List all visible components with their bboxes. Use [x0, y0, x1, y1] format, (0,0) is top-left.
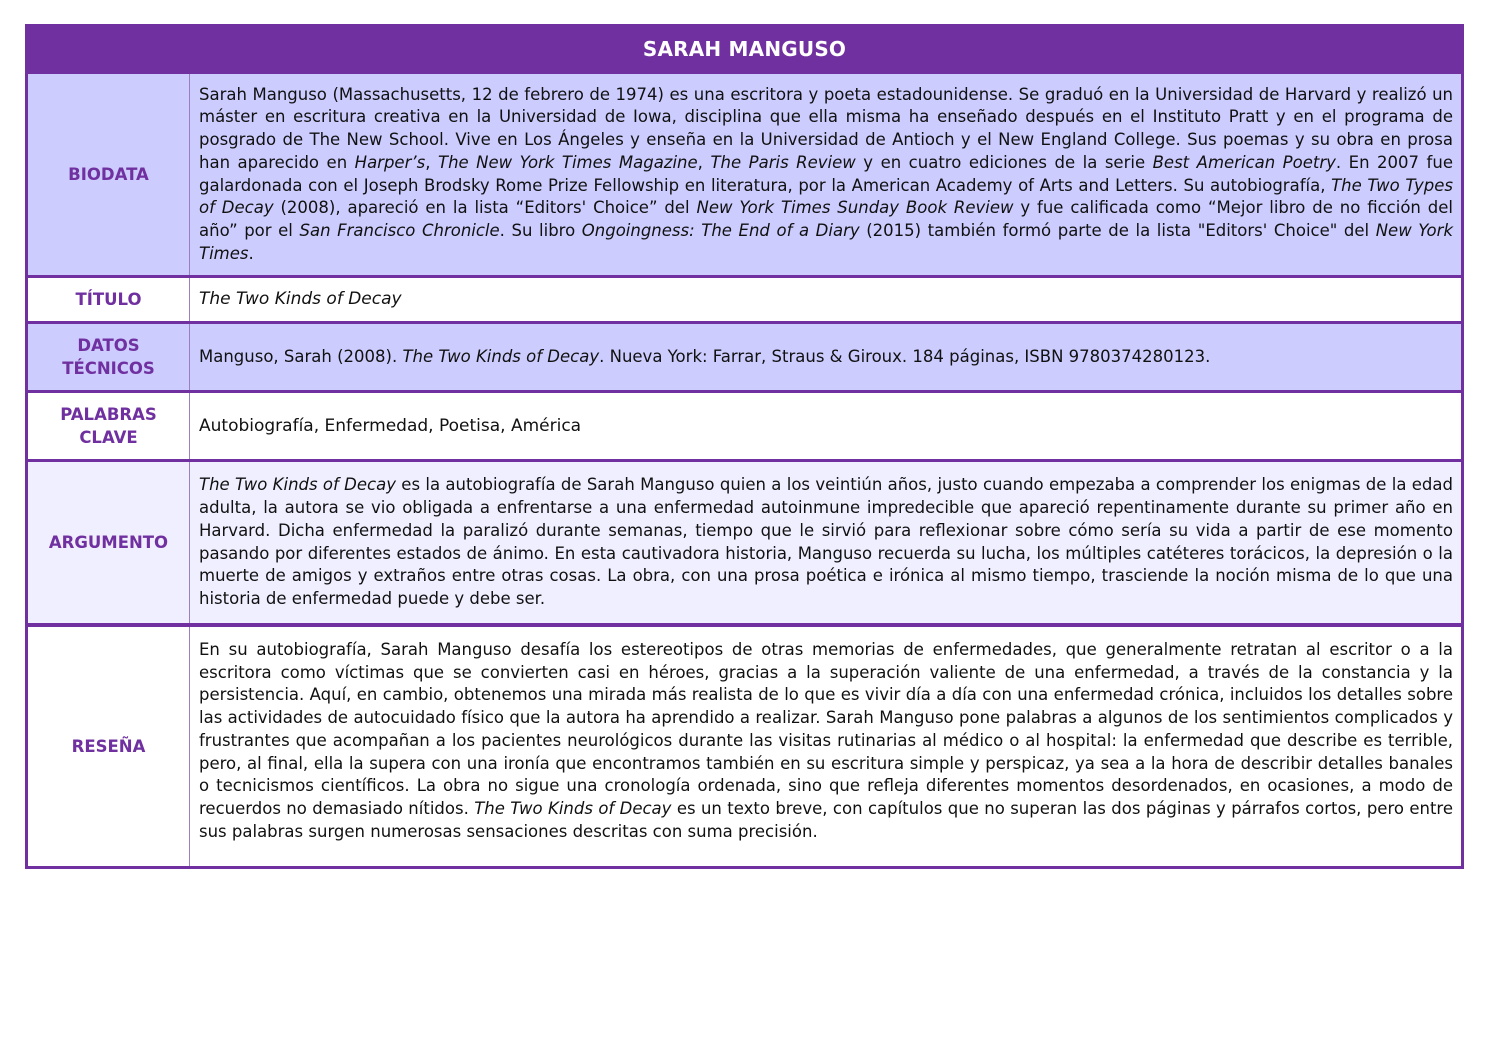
italic-text: The Two Kinds of Decay: [402, 346, 600, 366]
datos-text: [199, 346, 1453, 369]
text-run: ,: [425, 152, 438, 172]
text-run: Autobiografía, Enfermedad, Poetisa, América: [199, 415, 582, 436]
row-datos-tecnicos: [28, 324, 1461, 393]
content-resena: [190, 627, 1461, 866]
text-run: (2008), apareció en la lista “Editors' Choice” del: [273, 198, 697, 218]
text-run: . En 2007 fue galardonada con el Joseph Brodsky Rome Prize Fellowship en literatura, por la American Academy of Arts and Letters. Su autobiografía,: [199, 152, 1453, 195]
label-claves-line-1: PALABRAS: [60, 405, 157, 424]
row-resena: [28, 626, 1461, 866]
italic-text: The Two Kinds of Decay: [199, 289, 402, 310]
text-run: (2015) también formó parte de la lista "Editors' Choice" del: [859, 220, 1376, 240]
italic-text: The Two Kinds of Decay: [474, 798, 672, 818]
text-run: . Nueva York: Farrar, Straus & Giroux. 184 páginas, ISBN 9780374280123.: [599, 346, 1211, 366]
label-titulo: TÍTULO: [28, 278, 190, 321]
titulo-text: [199, 288, 1453, 311]
text-run: y fue calificada como “Mejor libro de no ficción del año” por el: [199, 198, 1453, 240]
biodata-text: [199, 84, 1453, 266]
content-biodata: [190, 74, 1461, 275]
claves-text: [199, 415, 1453, 438]
label-palabras-clave: [28, 393, 190, 459]
text-run: es la autobiografía de Sarah Manguso quien a los veintiún años, justo cuando empezaba a comprender los enigmas de la edad adulta, la autora se vio obligada a enfrentarse a una enfermedad autoinmune impredecible que apareció repentinamente durante su primer año en Harvard. Dicha enfermedad la paralizó durante semanas, tiempo que le sirvió para reflexionar sobre cómo sería su vida a partir de ese momento pasando por diferentes estados de ánimo. En esta cautivadora historia, Manguso recuerda su lucha, los múltiples catéteres torácicos, la depresión o la muerte de amigos y extraños entre otras cosas. La obra, con una prosa poética e irónica al mismo tiempo, trasciende la noción misma de lo que una historia de enfermedad puede y debe ser.: [199, 475, 1453, 608]
italic-text: Ongoingness: The End of a Diary: [581, 220, 860, 240]
resena-text: [199, 639, 1453, 843]
content-argumento: [190, 462, 1461, 623]
argumento-text: [199, 474, 1453, 610]
text-run: Sarah Manguso (Massachusetts, 12 de febrero de 1974) es una escritora y poeta estadounidense. Se graduó en la Universidad de Harvard y realizó un máster en escritura creativa en la Universidad de Iowa, disciplina que ella misma ha enseñado después en el Instituto Pratt y en el programa de posgrado de The New School. Vive en Los Ángeles y enseña en la Universidad de Antioch y el New England College. Sus poemas y su obra en prosa han aparecido en: [199, 84, 1453, 172]
text-run: ,: [697, 152, 711, 172]
text-run: es un texto breve, con capítulos que no superan las dos páginas y párrafos cortos, pero entre sus palabras surgen numerosas sensaciones descritas con suma precisión.: [199, 798, 1454, 841]
text-run: y en cuatro ediciones de la serie: [855, 152, 1153, 172]
label-argumento: ARGUMENTO: [28, 462, 190, 623]
italic-text: Best American Poetry: [1152, 152, 1336, 172]
row-biodata: [28, 74, 1461, 278]
italic-text: The Two Types of Decay: [199, 175, 1453, 218]
label-resena: RESEÑA: [28, 627, 190, 866]
label-datos-line-2: TÉCNICOS: [62, 359, 155, 378]
text-run: En su autobiografía, Sarah Manguso desafía los estereotipos de otras memorias de enfermedades, que generalmente retratan al escritor o a la escritora como víctimas que se convierten casi en héroes, gracias a la superación valiente de una enfermedad, a través de la constancia y la persistencia. Aquí, en cambio, obtenemos una mirada más realista de lo que es vivir día a día con una enfermedad crónica, incluidos los detalles sobre las actividades de autocuidado físico que la autora ha aprendido a realizar. Sarah Manguso pone palabras a algunos de los sentimientos complicados y frustrantes que acompañan a los pacientes neurológicos durante las visitas rutinarias al médico o al hospital: la enfermedad que describe es terrible, pero, al final, ella la supera con una ironía que encontramos también en su escritura simple y perspicaz, ya sea a la hora de describir detalles banales o tecnicismos científicos. La obra no sigue una cronología ordenada, sino que refleja diferentes momentos desordenados, en ocasiones, a modo de recuerdos no demasiado nítidos.: [199, 640, 1453, 818]
content-datos-tecnicos: [190, 324, 1461, 390]
book-record-table: [25, 24, 1464, 869]
label-biodata: BIODATA: [28, 74, 190, 275]
label-claves-line-2: CLAVE: [79, 428, 138, 447]
italic-text: New York Times: [199, 220, 1453, 263]
italic-text: The Two Kinds of Decay: [199, 475, 396, 495]
row-argumento: [28, 462, 1461, 626]
content-titulo: [190, 278, 1461, 321]
label-datos-tecnicos: [28, 324, 190, 390]
content-palabras-clave: [190, 393, 1461, 459]
italic-text: The Paris Review: [710, 152, 856, 172]
italic-text: The New York Times Magazine: [437, 152, 698, 172]
label-datos-line-1: DATOS: [77, 336, 140, 355]
text-run: Manguso, Sarah (2008).: [199, 346, 403, 366]
text-run: . Su libro: [499, 220, 582, 240]
row-titulo: [28, 278, 1461, 324]
italic-text: San Francisco Chronicle: [299, 220, 500, 240]
author-title: SARAH MANGUSO: [28, 27, 1461, 74]
italic-text: Harper’s: [354, 152, 426, 172]
text-run: .: [248, 243, 254, 263]
row-palabras-clave: [28, 393, 1461, 462]
italic-text: New York Times Sunday Book Review: [696, 198, 1014, 218]
